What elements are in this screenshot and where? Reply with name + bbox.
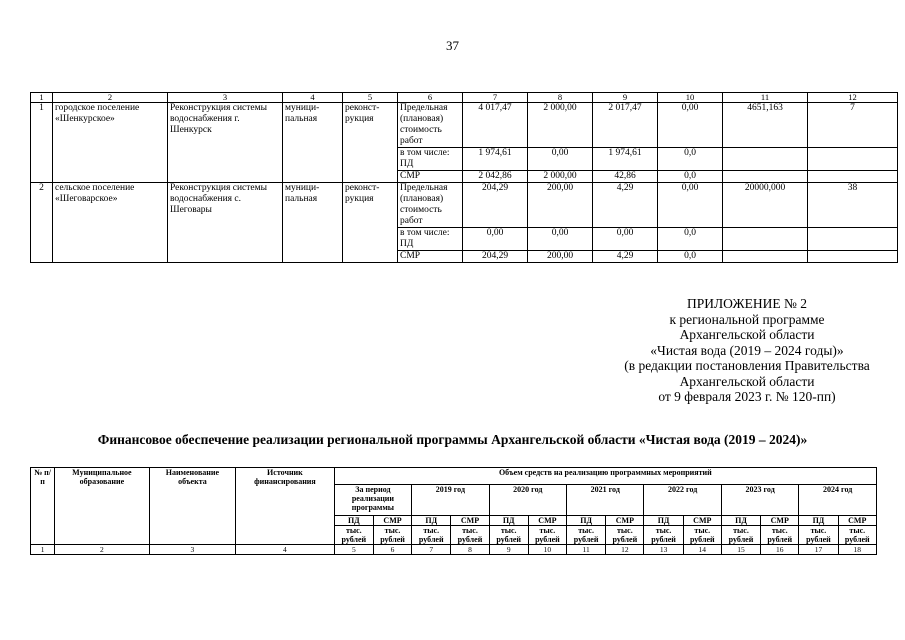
header-cell: 12 bbox=[808, 93, 898, 103]
value-cell: 204,29 bbox=[463, 183, 528, 228]
value-cell: 0,00 bbox=[658, 103, 723, 148]
empty-cell bbox=[808, 171, 898, 183]
ownership-cell: муници-пальная bbox=[283, 183, 343, 263]
unit-cell: тыс. рублей bbox=[606, 526, 644, 545]
value-cell: 0,0 bbox=[658, 251, 723, 263]
period-header: За период реализации программы bbox=[334, 485, 411, 516]
column-number: 11 bbox=[567, 545, 606, 555]
value-cell: 0,0 bbox=[658, 228, 723, 251]
column-number: 15 bbox=[721, 545, 760, 555]
period-header: 2024 год bbox=[799, 485, 877, 516]
value-cell: 42,86 bbox=[593, 171, 658, 183]
column-number: 6 bbox=[373, 545, 411, 555]
financing-header-row-1 bbox=[31, 468, 877, 485]
column-number: 5 bbox=[334, 545, 373, 555]
municipality-cell: городское поселение «Шенкурское» bbox=[53, 103, 168, 183]
header-cell: 1 bbox=[31, 93, 53, 103]
header-cell: 4 bbox=[283, 93, 343, 103]
empty-cell bbox=[723, 251, 808, 263]
table-row bbox=[31, 183, 898, 228]
header-cell: 9 bbox=[593, 93, 658, 103]
pd-header: ПД bbox=[412, 516, 451, 526]
period-header: 2019 год bbox=[412, 485, 489, 516]
col-num-header: № п/п bbox=[31, 468, 55, 545]
unit-cell: тыс. рублей bbox=[489, 526, 528, 545]
pd-header: ПД bbox=[567, 516, 606, 526]
column-number: 9 bbox=[489, 545, 528, 555]
table-header-row bbox=[31, 93, 898, 103]
empty-cell bbox=[723, 228, 808, 251]
value-cell: 204,29 bbox=[463, 251, 528, 263]
financing-title: Финансовое обеспечение реализации региональной программы Архангельской области «Чистая вода (2019 – 2024)» bbox=[97, 432, 808, 447]
header-cell: 6 bbox=[398, 93, 463, 103]
cost-label-cell: СМР bbox=[398, 251, 463, 263]
value-cell: 0,00 bbox=[463, 228, 528, 251]
period-header: 2022 год bbox=[644, 485, 721, 516]
unit-cell: тыс. рублей bbox=[334, 526, 373, 545]
value-cell: 7 bbox=[808, 103, 898, 148]
smr-header: СМР bbox=[683, 516, 721, 526]
column-number: 14 bbox=[683, 545, 721, 555]
header-cell: 7 bbox=[463, 93, 528, 103]
unit-cell: тыс. рублей bbox=[799, 526, 838, 545]
empty-cell bbox=[723, 171, 808, 183]
smr-header: СМР bbox=[606, 516, 644, 526]
col-source-header: Источник финансирования bbox=[236, 468, 335, 545]
unit-cell: тыс. рублей bbox=[567, 526, 606, 545]
value-cell: 0,0 bbox=[658, 148, 723, 171]
value-cell: 0,0 bbox=[658, 171, 723, 183]
column-number: 17 bbox=[799, 545, 838, 555]
pd-header: ПД bbox=[489, 516, 528, 526]
value-cell: 2 000,00 bbox=[528, 171, 593, 183]
municipality-cell: сельское поселение «Шеговарское» bbox=[53, 183, 168, 263]
appendix-line: (в редакции постановления Правительства bbox=[624, 358, 870, 373]
appendix-heading bbox=[617, 296, 877, 405]
empty-cell bbox=[723, 148, 808, 171]
empty-cell bbox=[808, 148, 898, 171]
pd-header: ПД bbox=[799, 516, 838, 526]
value-cell: 200,00 bbox=[528, 183, 593, 228]
smr-header: СМР bbox=[838, 516, 876, 526]
work-type-cell: реконст-рукция bbox=[343, 183, 398, 263]
unit-cell: тыс. рублей bbox=[412, 526, 451, 545]
objects-table bbox=[30, 92, 898, 263]
period-header: 2023 год bbox=[721, 485, 798, 516]
header-cell: 10 bbox=[658, 93, 723, 103]
value-cell: 2 042,86 bbox=[463, 171, 528, 183]
value-cell: 200,00 bbox=[528, 251, 593, 263]
pd-header: ПД bbox=[334, 516, 373, 526]
column-number: 4 bbox=[236, 545, 335, 555]
value-cell: 2 000,00 bbox=[528, 103, 593, 148]
value-cell: 1 974,61 bbox=[593, 148, 658, 171]
empty-cell bbox=[808, 251, 898, 263]
column-number: 7 bbox=[412, 545, 451, 555]
column-number-row bbox=[31, 545, 877, 555]
financing-table bbox=[30, 467, 877, 555]
value-cell: 4 017,47 bbox=[463, 103, 528, 148]
object-cell: Реконструкция системы водоснабжения г. Шенкурск bbox=[168, 103, 283, 183]
page-number: 37 bbox=[446, 38, 459, 53]
column-number: 3 bbox=[149, 545, 235, 555]
value-cell: 0,00 bbox=[528, 228, 593, 251]
col-municipality-header: Муниципальное образование bbox=[55, 468, 150, 545]
row-number: 1 bbox=[31, 103, 53, 183]
header-cell: 11 bbox=[723, 93, 808, 103]
cost-label-cell: Предельная (плановая) стоимость работ bbox=[398, 183, 463, 228]
work-type-cell: реконст-рукция bbox=[343, 103, 398, 183]
pd-header: ПД bbox=[644, 516, 683, 526]
column-number: 8 bbox=[451, 545, 489, 555]
appendix-line: Архангельской области bbox=[679, 327, 815, 342]
empty-cell bbox=[808, 228, 898, 251]
unit-cell: тыс. рублей bbox=[644, 526, 683, 545]
column-number: 10 bbox=[528, 545, 566, 555]
smr-header: СМР bbox=[373, 516, 411, 526]
period-header: 2020 год bbox=[489, 485, 566, 516]
value-cell: 0,00 bbox=[528, 148, 593, 171]
column-number: 2 bbox=[55, 545, 150, 555]
value-cell: 38 bbox=[808, 183, 898, 228]
column-number: 18 bbox=[838, 545, 876, 555]
value-cell: 4651,163 bbox=[723, 103, 808, 148]
value-cell: 4,29 bbox=[593, 183, 658, 228]
value-cell: 1 974,61 bbox=[463, 148, 528, 171]
object-cell: Реконструкция системы водоснабжения с. Шеговары bbox=[168, 183, 283, 263]
value-cell: 0,00 bbox=[658, 183, 723, 228]
unit-cell: тыс. рублей bbox=[528, 526, 566, 545]
value-cell: 4,29 bbox=[593, 251, 658, 263]
unit-cell: тыс. рублей bbox=[721, 526, 760, 545]
appendix-line: ПРИЛОЖЕНИЕ № 2 bbox=[686, 296, 808, 311]
cost-label-cell: Предельная (плановая) стоимость работ bbox=[398, 103, 463, 148]
cost-label-cell: СМР bbox=[398, 171, 463, 183]
cost-label-cell: в том числе: ПД bbox=[398, 148, 463, 171]
value-cell: 2 017,47 bbox=[593, 103, 658, 148]
ownership-cell: муници-пальная bbox=[283, 103, 343, 183]
value-cell: 0,00 bbox=[593, 228, 658, 251]
header-cell: 3 bbox=[168, 93, 283, 103]
table-row bbox=[31, 103, 898, 148]
period-header: 2021 год bbox=[567, 485, 644, 516]
header-cell: 8 bbox=[528, 93, 593, 103]
appendix-line: «Чистая вода (2019 – 2024 годы)» bbox=[650, 342, 844, 358]
smr-header: СМР bbox=[761, 516, 799, 526]
unit-cell: тыс. рублей bbox=[838, 526, 876, 545]
smr-header: СМР bbox=[528, 516, 566, 526]
value-cell: 20000,000 bbox=[723, 183, 808, 228]
appendix-line: к региональной программе bbox=[669, 311, 825, 327]
column-number: 12 bbox=[606, 545, 644, 555]
unit-cell: тыс. рублей bbox=[451, 526, 489, 545]
column-number: 16 bbox=[761, 545, 799, 555]
volume-header: Объем средств на реализацию программных мероприятий bbox=[334, 468, 876, 485]
header-cell: 2 bbox=[53, 93, 168, 103]
column-number: 13 bbox=[644, 545, 683, 555]
unit-cell: тыс. рублей bbox=[761, 526, 799, 545]
unit-cell: тыс. рублей bbox=[683, 526, 721, 545]
row-number: 2 bbox=[31, 183, 53, 263]
col-object-header: Наименование объекта bbox=[149, 468, 235, 545]
appendix-line: от 9 февраля 2023 г. № 120-пп) bbox=[658, 389, 836, 404]
column-number: 1 bbox=[31, 545, 55, 555]
appendix-line: Архангельской области bbox=[679, 373, 815, 389]
header-cell: 5 bbox=[343, 93, 398, 103]
smr-header: СМР bbox=[451, 516, 489, 526]
unit-cell: тыс. рублей bbox=[373, 526, 411, 545]
pd-header: ПД bbox=[721, 516, 760, 526]
cost-label-cell: в том числе: ПД bbox=[398, 228, 463, 251]
